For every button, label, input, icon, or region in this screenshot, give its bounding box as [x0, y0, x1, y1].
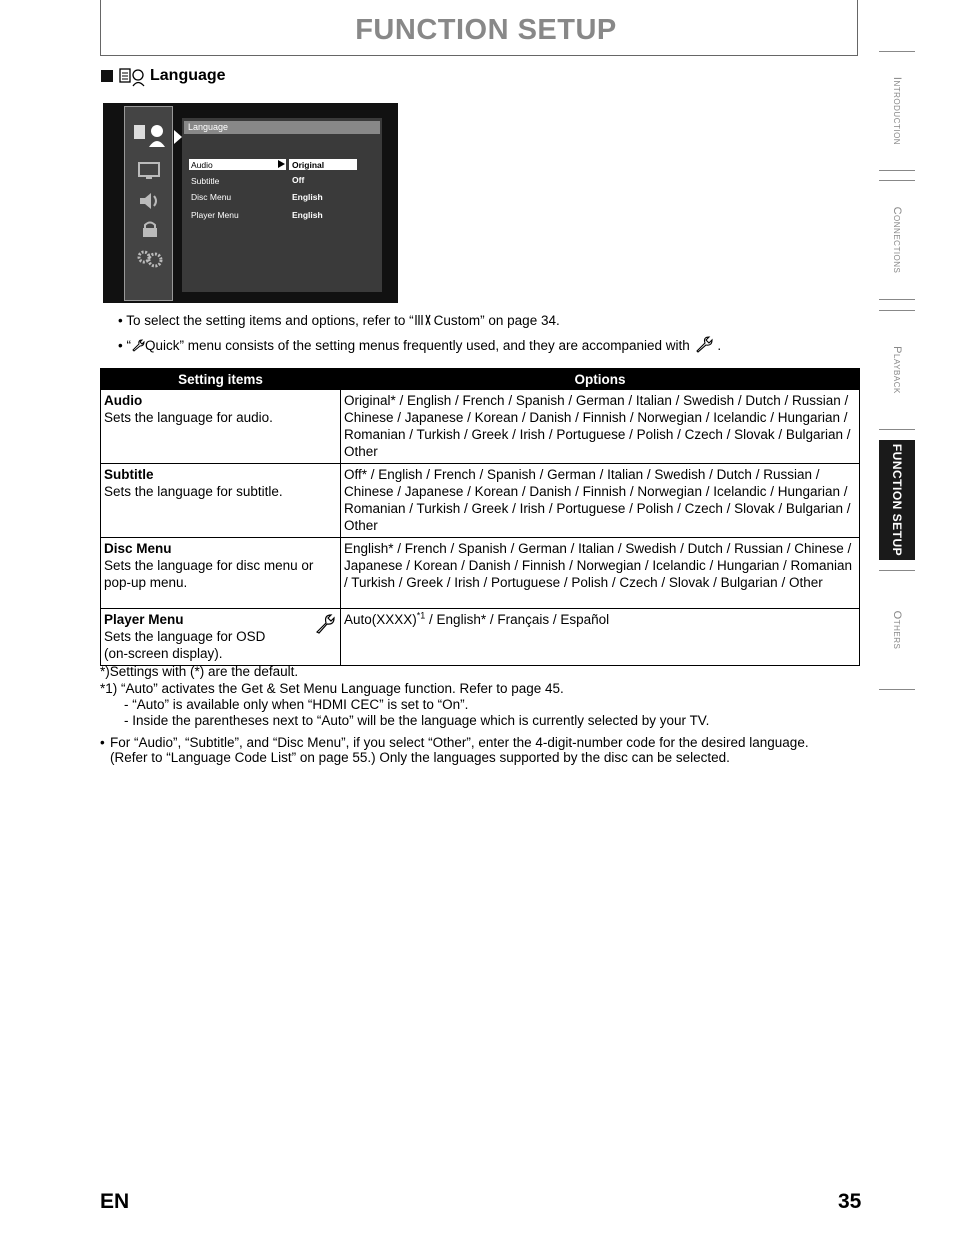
osd-menu-panel	[182, 118, 382, 292]
options-cell: Off* / English / French / Spanish / German / Italian / Swedish / Dutch / Russian / Chinese / Japanese / Korean / Danish / Finnish / Norwegian / Icelandic / Hungarian / Romanian / Turkish / Greek / Irish / Portuguese / Polish / Czech / Slovak / Bulgarian / Other	[341, 464, 860, 538]
note-quick: • “ Quick” menu consists of the setting menus frequently used, and they are accompanied with .	[118, 335, 721, 353]
note-other-line2: (Refer to “Language Code List” on page 55.) Only the languages supported by the disc can be selected.	[110, 750, 730, 765]
quick-icon	[314, 612, 336, 634]
table-row	[101, 390, 860, 464]
osd-selector-arrow	[174, 130, 182, 144]
osd-language-icon	[131, 121, 169, 149]
settings-table	[100, 368, 860, 666]
table-row	[101, 464, 860, 538]
quick-icon	[694, 335, 714, 353]
note-other-line1: For “Audio”, “Subtitle”, and “Disc Menu”, if you select “Other”, enter the 4-digit-number code for the desired language.	[110, 735, 809, 750]
setting-desc: Sets the language for disc menu or pop-up menu.	[104, 558, 314, 590]
footnote-auto: *1) “Auto” activates the Get & Set Menu Language function. Refer to page 45.	[100, 681, 564, 696]
footnote-auto-tv: - Inside the parentheses next to “Auto” will be the language which is currently selected by your TV.	[124, 713, 710, 728]
osd-row-value: English	[292, 192, 323, 202]
note-other-bullet: •	[100, 735, 105, 750]
quick-icon	[131, 338, 145, 352]
osd-row-value: Original	[292, 160, 325, 170]
column-header: Setting items	[101, 369, 341, 390]
osd-row-value: English	[292, 210, 323, 220]
tab-connections[interactable]: Connections	[879, 180, 915, 300]
tab-introduction[interactable]: Introduction	[879, 51, 915, 171]
osd-row-value: Off	[292, 175, 305, 185]
setting-desc: Sets the language for subtitle.	[104, 484, 283, 499]
tab-playback[interactable]: Playback	[879, 310, 915, 430]
setting-name: Audio	[104, 393, 143, 408]
custom-icon	[414, 313, 434, 327]
note-custom: • To select the setting items and options, refer to “ Custom” on page 34.	[118, 313, 560, 328]
osd-row-label[interactable]: Disc Menu	[191, 192, 232, 202]
language-indicator: EN	[100, 1190, 130, 1213]
section-bullet	[101, 70, 113, 82]
setting-name: Player Menu	[104, 612, 184, 627]
footnote-default: *)Settings with (*) are the default.	[100, 664, 299, 679]
osd-gear-icon	[136, 249, 164, 269]
setting-desc: Sets the language for audio.	[104, 410, 273, 425]
osd-row-label[interactable]: Audio	[191, 160, 213, 170]
osd-display-icon	[137, 161, 163, 181]
setting-name: Disc Menu	[104, 541, 172, 556]
osd-lock-icon	[140, 220, 160, 238]
table-row	[101, 609, 860, 666]
section-title: Language	[150, 67, 226, 84]
osd-row-label[interactable]: Subtitle	[191, 176, 220, 186]
osd-title: Language	[188, 122, 229, 132]
language-icon	[119, 67, 147, 87]
setting-cell	[101, 538, 341, 609]
footnote-auto-hdmi: - “Auto” is available only when “HDMI CEC” is set to “On”.	[124, 697, 469, 712]
table-header-row	[101, 369, 860, 390]
table-row	[101, 538, 860, 609]
page-number: 35	[838, 1190, 862, 1213]
page-title: FUNCTION SETUP	[355, 14, 617, 46]
osd-row-label[interactable]: Player Menu	[191, 210, 239, 220]
tab-others[interactable]: Others	[879, 570, 915, 690]
options-cell: English* / French / Spanish / German / Italian / Swedish / Dutch / Russian / Chinese / Japanese / Korean / Danish / Finnish / Norwegian / Icelandic / Hungarian / Romanian / Turkish / Greek / Irish / Portuguese / Polish / Czech / Slovak / Bulgarian / Other	[341, 538, 860, 609]
tab-function-setup[interactable]: FUNCTION SETUP	[879, 440, 915, 560]
options-cell: Original* / English / French / Spanish / German / Italian / Swedish / Dutch / Russian / Chinese / Japanese / Korean / Danish / Finnish / Norwegian / Icelandic / Hungarian / Romanian / Turkish / Greek / Irish / Portuguese / Polish / Czech / Slovak / Bulgarian / Other	[341, 390, 860, 464]
setting-cell	[101, 464, 341, 538]
options-cell: Auto(XXXX)$^{*1}$ / English* / Français / Español	[341, 609, 860, 666]
column-header: Options	[341, 369, 860, 390]
setting-name: Subtitle	[104, 467, 154, 482]
osd-audio-icon	[137, 191, 163, 211]
setting-cell	[101, 390, 341, 464]
setting-cell	[101, 609, 341, 666]
setting-desc: Sets the language for OSD (on-screen display).	[104, 629, 266, 661]
osd-row-arrow	[278, 160, 285, 168]
